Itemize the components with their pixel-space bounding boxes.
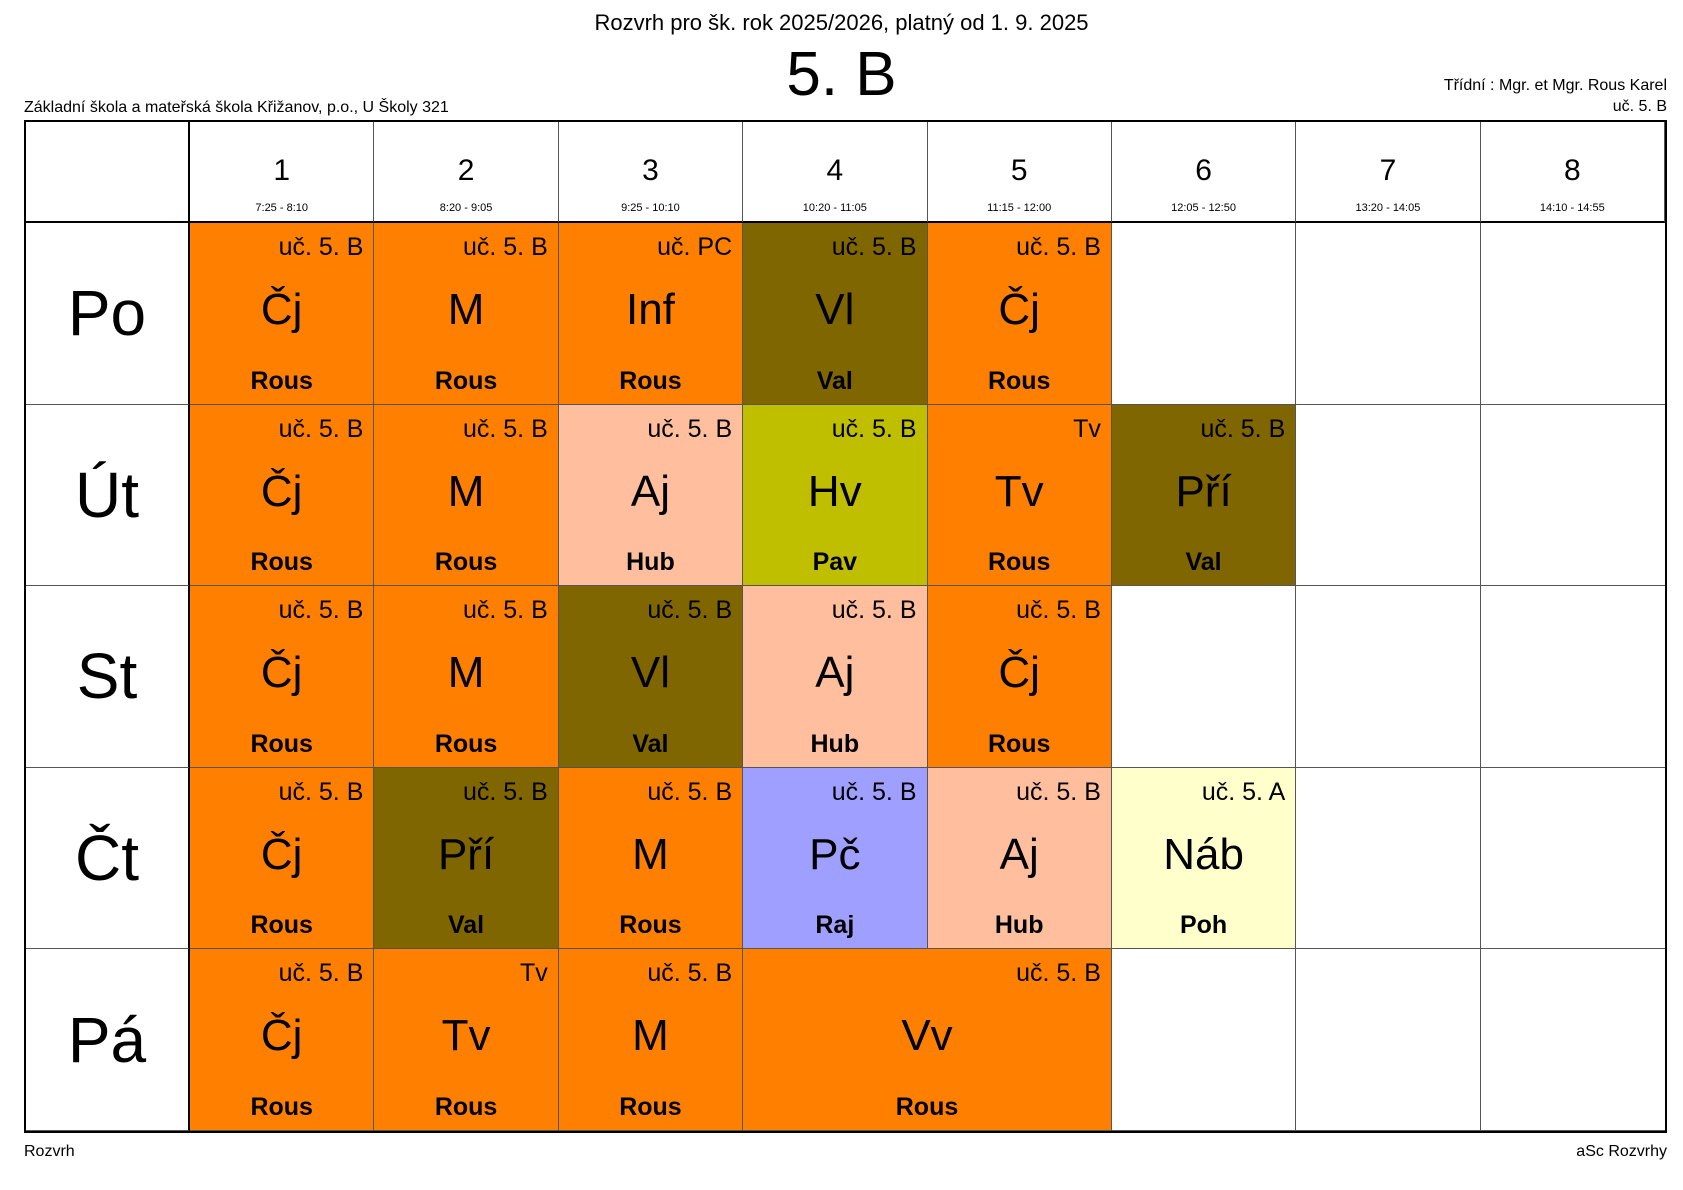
lesson-cell[interactable] [374, 586, 558, 768]
period-number: 1 [273, 154, 291, 187]
lesson-subject: Aj [815, 648, 855, 698]
empty-cell [1481, 768, 1665, 950]
class-name: 5. B [786, 40, 897, 109]
empty-cell [1296, 586, 1480, 768]
period-number: 5 [1010, 154, 1028, 187]
lesson-room: Tv [1073, 414, 1101, 443]
timetable-title: Rozvrh pro šk. rok 2025/2026, platný od 1. 9. 2025 [594, 10, 1089, 35]
lesson-teacher: Rous [619, 911, 682, 940]
lesson-room: uč. 5. B [831, 233, 917, 261]
footer-right-label: aSc Rozvrhy [1576, 1143, 1667, 1160]
day-header: St [26, 586, 190, 768]
lesson-subject: Čj [260, 466, 303, 516]
period-time: 9:25 - 10:10 [621, 202, 680, 214]
lesson-room: uč. 5. B [647, 596, 733, 625]
lesson-subject: Hv [807, 466, 862, 516]
lesson-room: uč. PC [657, 233, 733, 261]
lesson-cell[interactable] [374, 405, 558, 587]
lesson-cell[interactable] [374, 768, 558, 950]
lesson-cell[interactable] [190, 768, 374, 950]
lesson-subject: Aj [630, 466, 670, 516]
lesson-teacher: Val [816, 366, 853, 395]
lesson-subject: Čj [260, 1011, 303, 1061]
grid-corner [26, 122, 190, 223]
lesson-subject: M [447, 466, 485, 516]
day-header: Čt [26, 768, 190, 950]
lesson-subject: Pč [809, 829, 861, 879]
homeroom-teacher: Třídní : Mgr. et Mgr. Rous Karel [1443, 77, 1667, 94]
period-header-2 [374, 122, 558, 223]
lesson-subject: Pří [437, 829, 495, 879]
lesson-cell[interactable] [1112, 768, 1296, 950]
period-time: 7:25 - 8:10 [255, 202, 308, 214]
empty-cell [1296, 405, 1480, 587]
lesson-room: uč. 5. B [831, 777, 917, 806]
lesson-cell[interactable] [559, 223, 743, 405]
lesson-room: uč. 5. B [831, 414, 917, 443]
lesson-teacher: Hub [810, 729, 860, 758]
lesson-teacher: Val [1185, 548, 1222, 577]
lesson-cell[interactable] [559, 768, 743, 950]
lesson-room: Tv [519, 959, 548, 988]
lesson-room: uč. 5. B [462, 233, 548, 261]
lesson-subject: Vl [815, 285, 855, 334]
lesson-teacher: Rous [895, 1093, 959, 1121]
lesson-teacher: Rous [987, 548, 1051, 577]
lesson-room: uč. 5. B [462, 596, 548, 625]
lesson-subject: M [632, 1011, 669, 1061]
day-header: Po [26, 223, 190, 405]
period-time: 8:20 - 9:05 [439, 202, 493, 214]
lesson-cell[interactable] [928, 223, 1112, 405]
lesson-cell[interactable] [743, 223, 927, 405]
lesson-cell[interactable] [743, 949, 1112, 1131]
lesson-subject: Čj [260, 829, 303, 879]
empty-cell [1112, 949, 1296, 1131]
lesson-room: uč. 5. B [647, 777, 733, 806]
period-header-3 [559, 122, 743, 223]
lesson-cell[interactable] [190, 223, 374, 405]
period-number: 6 [1195, 154, 1212, 187]
lesson-cell[interactable] [928, 586, 1112, 768]
period-time: 10:20 - 11:05 [802, 202, 867, 214]
period-number: 3 [642, 154, 659, 187]
lesson-teacher: Raj [815, 911, 855, 940]
lesson-subject: Čj [260, 285, 303, 334]
lesson-cell[interactable] [928, 768, 1112, 950]
lesson-room: uč. 5. B [1200, 414, 1286, 443]
lesson-room: uč. 5. A [1201, 777, 1286, 806]
lesson-teacher: Rous [250, 1093, 313, 1121]
lesson-teacher: Pav [812, 548, 858, 577]
empty-cell [1112, 586, 1296, 768]
lesson-subject: Vv [901, 1011, 953, 1061]
lesson-subject: Čj [998, 648, 1040, 698]
lesson-teacher: Rous [619, 1093, 682, 1121]
empty-cell [1296, 949, 1480, 1131]
period-number: 2 [457, 154, 475, 187]
lesson-teacher: Rous [250, 729, 313, 758]
lesson-subject: M [447, 285, 485, 334]
lesson-teacher: Rous [434, 1093, 498, 1121]
empty-cell [1296, 768, 1480, 950]
lesson-room: uč. 5. B [647, 414, 733, 443]
lesson-room: uč. 5. B [647, 959, 733, 988]
lesson-teacher: Rous [250, 366, 313, 395]
lesson-room: uč. 5. B [278, 596, 364, 625]
lesson-room: uč. 5. B [278, 959, 364, 988]
lesson-teacher: Rous [434, 548, 498, 577]
timetable-grid [24, 120, 1667, 1133]
lesson-room: uč. 5. B [462, 414, 548, 443]
period-number: 7 [1379, 154, 1397, 187]
period-time: 11:15 - 12:00 [987, 202, 1052, 214]
lesson-subject: Čj [998, 285, 1040, 334]
period-time: 12:05 - 12:50 [1171, 202, 1236, 214]
lesson-subject: Inf [625, 285, 675, 334]
period-time: 13:20 - 14:05 [1355, 202, 1421, 214]
period-header-4 [743, 122, 927, 223]
lesson-room: uč. 5. B [1016, 959, 1101, 988]
lesson-cell[interactable] [743, 768, 927, 950]
lesson-room: uč. 5. B [278, 233, 364, 261]
lesson-teacher: Poh [1179, 911, 1228, 940]
lesson-subject: Čj [260, 648, 303, 698]
school-name: Základní škola a mateřská škola Křižanov, p.o., U Školy 321 [24, 99, 449, 116]
lesson-teacher: Rous [250, 911, 313, 940]
lesson-teacher: Rous [987, 366, 1051, 395]
lesson-subject: Aj [999, 829, 1039, 879]
lesson-cell[interactable] [559, 949, 743, 1131]
empty-cell [1296, 223, 1480, 405]
period-time: 14:10 - 14:55 [1539, 202, 1605, 214]
lesson-cell[interactable] [190, 586, 374, 768]
homeroom-room: uč. 5. B [1612, 98, 1667, 115]
empty-cell [1481, 405, 1665, 587]
period-number: 4 [826, 154, 844, 187]
empty-cell [1481, 223, 1665, 405]
lesson-subject: Náb [1163, 829, 1244, 879]
lesson-teacher: Rous [619, 366, 682, 395]
lesson-subject: M [632, 829, 669, 879]
period-header-5 [928, 122, 1112, 223]
lesson-room: uč. 5. B [462, 777, 548, 806]
lesson-cell[interactable] [190, 405, 374, 587]
lesson-teacher: Val [447, 911, 485, 940]
lesson-cell[interactable] [374, 223, 558, 405]
lesson-subject: Tv [994, 466, 1044, 516]
lesson-subject: M [447, 648, 485, 698]
lesson-subject: Vl [630, 648, 670, 698]
lesson-subject: Tv [441, 1011, 491, 1061]
day-header: Pá [26, 949, 190, 1131]
lesson-cell[interactable] [928, 405, 1112, 587]
lesson-teacher: Rous [250, 548, 313, 577]
empty-cell [1112, 223, 1296, 405]
lesson-cell[interactable] [559, 405, 743, 587]
lesson-cell[interactable] [743, 405, 927, 587]
lesson-cell[interactable] [374, 949, 558, 1131]
lesson-teacher: Rous [987, 729, 1051, 758]
period-header-8 [1481, 122, 1665, 223]
lesson-cell[interactable] [1112, 405, 1296, 587]
lesson-teacher: Hub [626, 548, 675, 577]
lesson-room: uč. 5. B [1016, 596, 1101, 625]
lesson-teacher: Val [632, 729, 669, 758]
lesson-room: uč. 5. B [278, 777, 364, 806]
period-header-1 [190, 122, 374, 223]
footer-left-label: Rozvrh [24, 1143, 75, 1160]
period-header-7 [1296, 122, 1480, 223]
lesson-cell[interactable] [559, 586, 743, 768]
lesson-room: uč. 5. B [1016, 233, 1101, 261]
lesson-room: uč. 5. B [1016, 777, 1101, 806]
empty-cell [1481, 949, 1665, 1131]
lesson-teacher: Hub [994, 911, 1044, 940]
lesson-teacher: Rous [434, 729, 498, 758]
lesson-teacher: Rous [434, 366, 498, 395]
lesson-cell[interactable] [190, 949, 374, 1131]
period-number: 8 [1563, 154, 1581, 187]
lesson-room: uč. 5. B [831, 596, 917, 625]
period-header-6 [1112, 122, 1296, 223]
lesson-room: uč. 5. B [278, 414, 364, 443]
day-header: Út [26, 405, 190, 587]
empty-cell [1481, 586, 1665, 768]
lesson-subject: Pří [1175, 466, 1232, 516]
lesson-cell[interactable] [743, 586, 927, 768]
